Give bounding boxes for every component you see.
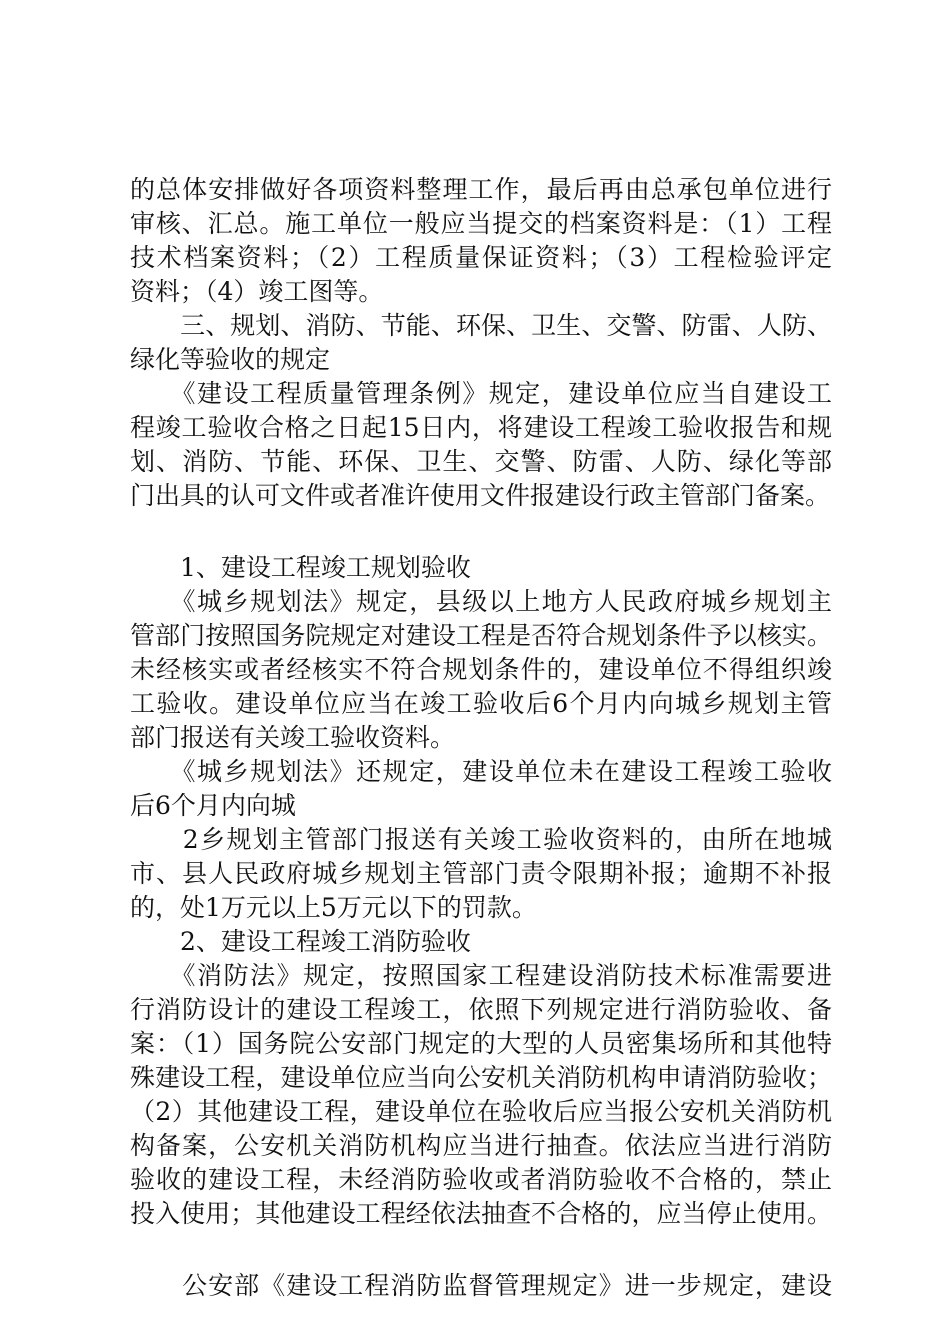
text-line: 1、建设工程竣工规划验收 xyxy=(130,553,471,582)
text-line: 构备案，公安机关消防机构应当进行抽查。依法应当进行消防 xyxy=(130,1131,832,1160)
text-line: 《建设工程质量管理条例》规定，建设单位应当自建设工 xyxy=(130,379,832,408)
subheading-planning-acceptance xyxy=(130,551,832,585)
text-line: 部门报送有关竣工验收资料。 xyxy=(130,723,456,752)
text-line: 审核、汇总。施工单位一般应当提交的档案资料是：（1）工程 xyxy=(130,209,832,238)
text-line: 市、县人民政府城乡规划主管部门责令限期补报；逾期不补报 xyxy=(130,859,832,888)
text-line: 《城乡规划法》还规定，建设单位未在建设工程竣工验收 xyxy=(130,757,832,786)
text-line: 的总体安排做好各项资料整理工作，最后再由总承包单位进行 xyxy=(130,175,832,204)
paragraph-planning-penalty xyxy=(130,823,832,925)
text-line: 门出具的认可文件或者准许使用文件报建设行政主管部门备案。 xyxy=(130,481,831,510)
paragraph-planning-law-further xyxy=(130,755,832,823)
text-line: 的，处1万元以上5万元以下的罚款。 xyxy=(130,893,537,922)
text-line: （2）其他建设工程，建设单位在验收后应当报公安机关消防机 xyxy=(130,1097,832,1126)
text-line: 2、建设工程竣工消防验收 xyxy=(130,927,471,956)
text-line: 后6个月内向城 xyxy=(130,791,296,820)
paragraph-ministry-regulation xyxy=(130,1269,832,1303)
text-line: 绿化等验收的规定 xyxy=(130,345,331,374)
text-line: 管部门按照国务院规定对建设工程是否符合规划条件予以核实。 xyxy=(130,621,832,650)
text-line: 未经核实或者经核实不符合规划条件的，建设单位不得组织竣 xyxy=(130,655,832,684)
text-line: 公安部《建设工程消防监督管理规定》进一步规定，建设 xyxy=(130,1271,832,1300)
text-line: 案：（1）国务院公安部门规定的大型的人员密集场所和其他特 xyxy=(130,1029,832,1058)
paragraph-spacer xyxy=(130,1231,832,1269)
paragraph-quality-regulation xyxy=(130,377,832,513)
text-line: 三、规划、消防、节能、环保、卫生、交警、防雷、人防、 xyxy=(130,311,832,340)
text-line: 《城乡规划法》规定，县级以上地方人民政府城乡规划主 xyxy=(130,587,832,616)
text-line: 投入使用；其他建设工程经依法抽查不合格的，应当停止使用。 xyxy=(130,1199,832,1228)
text-line: 《消防法》规定，按照国家工程建设消防技术标准需要进 xyxy=(130,961,832,990)
paragraph-archive-materials xyxy=(130,173,832,309)
text-line: 划、消防、节能、环保、卫生、交警、防雷、人防、绿化等部 xyxy=(130,447,832,476)
text-line: 2乡规划主管部门报送有关竣工验收资料的，由所在地城 xyxy=(130,825,832,854)
text-line: 技术档案资料；（2）工程质量保证资料；（3）工程检验评定 xyxy=(130,243,832,272)
text-line: 资料；（4）竣工图等。 xyxy=(130,277,384,306)
paragraph-planning-law xyxy=(130,585,832,755)
paragraph-spacer xyxy=(130,513,832,551)
section-heading-three xyxy=(130,309,832,377)
paragraph-fire-law xyxy=(130,959,832,1231)
text-line: 行消防设计的建设工程竣工，依照下列规定进行消防验收、备 xyxy=(130,995,832,1024)
text-line: 工验收。建设单位应当在竣工验收后6个月内向城乡规划主管 xyxy=(130,689,832,718)
text-line: 殊建设工程，建设单位应当向公安机关消防机构申请消防验收； xyxy=(130,1063,832,1092)
document-body xyxy=(130,173,832,1303)
subheading-fire-acceptance xyxy=(130,925,832,959)
text-line: 程竣工验收合格之日起15日内，将建设工程竣工验收报告和规 xyxy=(130,413,832,442)
text-line: 验收的建设工程，未经消防验收或者消防验收不合格的，禁止 xyxy=(130,1165,832,1194)
